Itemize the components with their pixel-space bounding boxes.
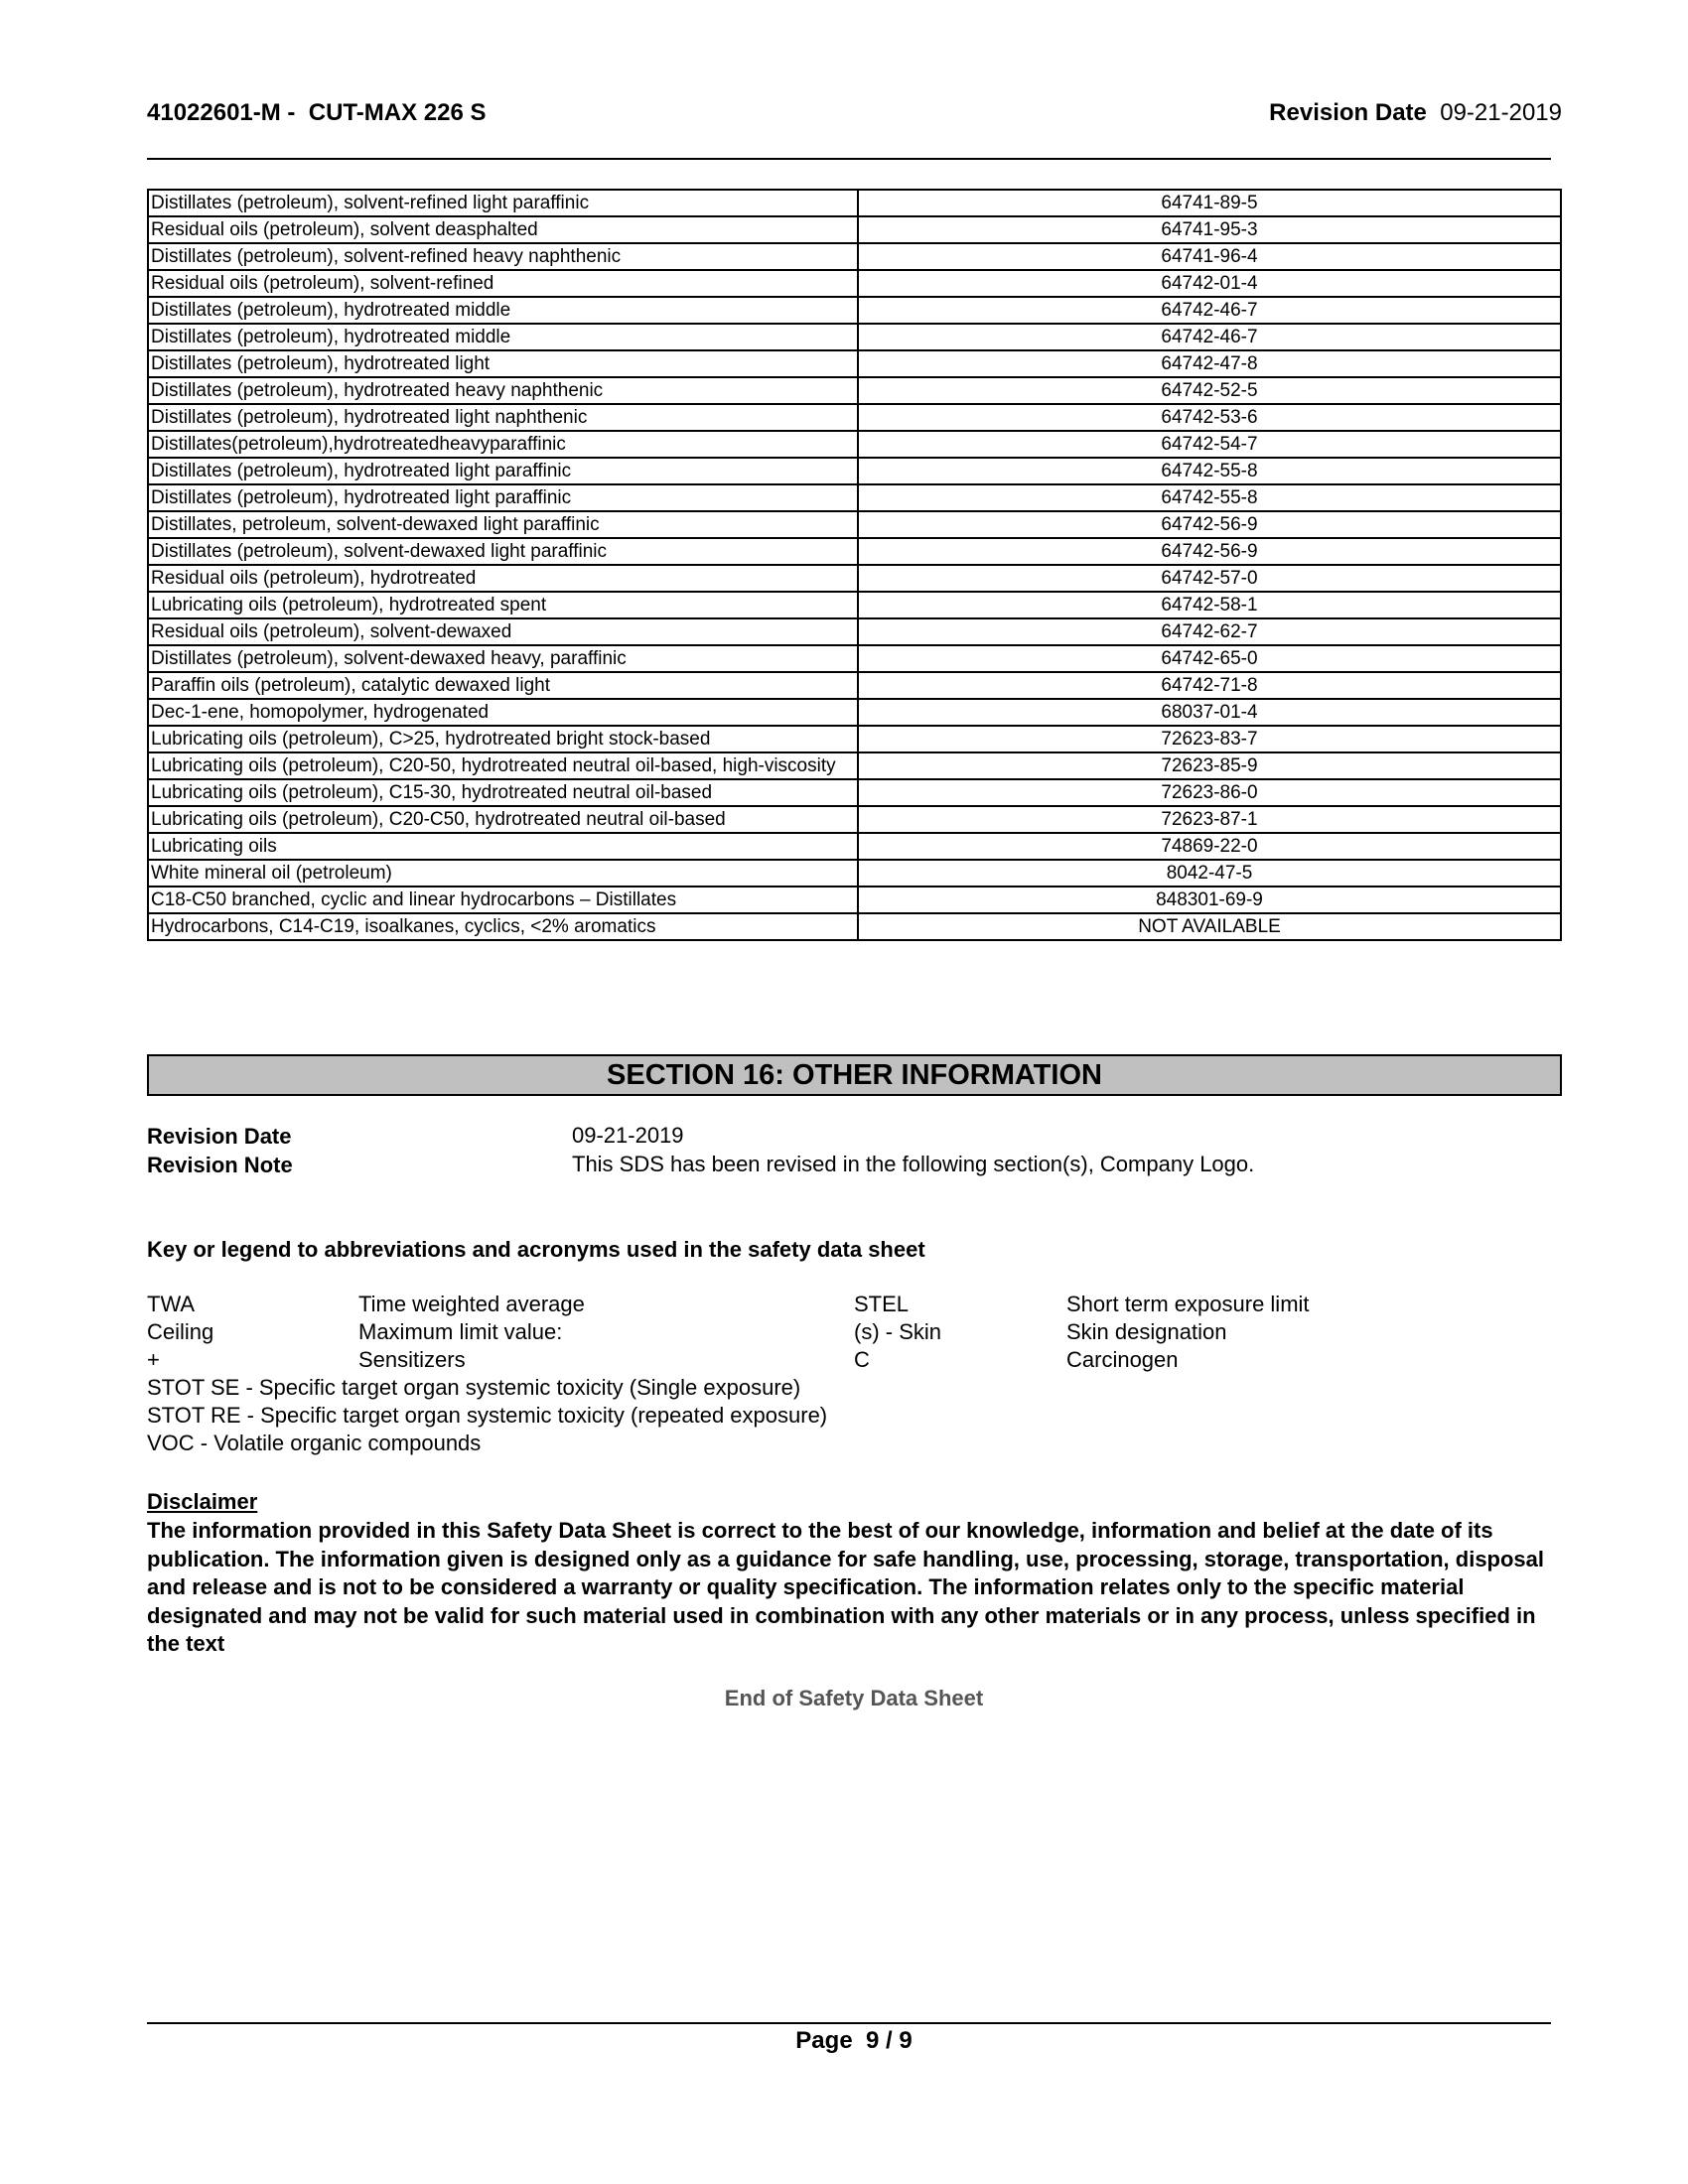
cas-number: 72623-87-1 — [858, 806, 1561, 833]
table-row — [148, 779, 1561, 806]
abbreviation-voc: VOC - Volatile organic compounds — [147, 1431, 482, 1455]
cas-number: 64742-56-9 — [858, 511, 1561, 538]
cas-number: 64741-96-4 — [858, 243, 1561, 270]
cas-number: 64742-52-5 — [858, 377, 1561, 404]
component-name: Distillates(petroleum),hydrotreatedheavyparaffinic — [148, 431, 858, 458]
abbreviation-definition: Short term exposure limit — [1066, 1292, 1310, 1316]
table-row — [148, 913, 1561, 940]
cas-number: 64742-53-6 — [858, 404, 1561, 431]
component-name: Residual oils (petroleum), solvent-refined — [148, 270, 858, 297]
cas-number: 64742-55-8 — [858, 484, 1561, 511]
abbreviation-row — [147, 1347, 1557, 1375]
cas-number: 64742-55-8 — [858, 458, 1561, 484]
component-name: Lubricating oils — [148, 833, 858, 860]
table-row — [148, 726, 1561, 752]
table-row — [148, 431, 1561, 458]
table-row — [148, 752, 1561, 779]
cas-number: 848301-69-9 — [858, 887, 1561, 913]
table-row — [148, 699, 1561, 726]
table-row — [148, 860, 1561, 887]
header-revision-label: Revision Date — [1269, 99, 1427, 126]
table-row — [148, 216, 1561, 243]
component-name: Distillates (petroleum), hydrotreated light paraffinic — [148, 458, 858, 484]
component-name: Residual oils (petroleum), solvent deasphalted — [148, 216, 858, 243]
table-row — [148, 618, 1561, 645]
table-row — [148, 190, 1561, 216]
abbreviation-stot-se: STOT SE - Specific target organ systemic toxicity (Single exposure) — [147, 1375, 801, 1400]
abbreviations-heading: Key or legend to abbreviations and acronyms used in the safety data sheet — [147, 1237, 925, 1262]
abbreviation: TWA — [147, 1292, 196, 1316]
table-row — [148, 672, 1561, 699]
component-name: White mineral oil (petroleum) — [148, 860, 858, 887]
abbreviation: Ceiling — [147, 1319, 214, 1344]
footer-divider — [147, 2022, 1551, 2024]
cas-number: 72623-86-0 — [858, 779, 1561, 806]
component-name: Distillates (petroleum), solvent-refined heavy naphthenic — [148, 243, 858, 270]
abbreviation-row — [147, 1292, 1557, 1319]
component-name: Lubricating oils (petroleum), C20-50, hydrotreated neutral oil-based, high-viscosity — [148, 752, 858, 779]
component-name: Distillates (petroleum), hydrotreated middle — [148, 297, 858, 324]
cas-number: 64742-65-0 — [858, 645, 1561, 672]
component-name: Distillates (petroleum), hydrotreated middle — [148, 324, 858, 350]
component-name: Distillates (petroleum), hydrotreated light paraffinic — [148, 484, 858, 511]
component-name: Distillates (petroleum), hydrotreated light naphthenic — [148, 404, 858, 431]
cas-number: 64742-56-9 — [858, 538, 1561, 565]
table-row — [148, 833, 1561, 860]
table-row — [148, 324, 1561, 350]
abbreviation-definition: Sensitizers — [358, 1347, 466, 1372]
end-of-document-label: End of Safety Data Sheet — [724, 1686, 984, 1710]
component-name: Hydrocarbons, C14-C19, isoalkanes, cyclics, <2% aromatics — [148, 913, 858, 940]
table-row — [148, 511, 1561, 538]
component-name: Distillates, petroleum, solvent-dewaxed light paraffinic — [148, 511, 858, 538]
page-number: Page 9 / 9 — [795, 2027, 913, 2054]
cas-number: 72623-85-9 — [858, 752, 1561, 779]
table-row — [148, 377, 1561, 404]
cas-table — [147, 189, 1562, 941]
abbreviation: + — [147, 1347, 160, 1372]
cas-number: NOT AVAILABLE — [858, 913, 1561, 940]
revision-date-label: Revision Date — [147, 1124, 292, 1149]
header-revision-date: 09-21-2019 — [1440, 99, 1562, 126]
cas-number: 72623-83-7 — [858, 726, 1561, 752]
table-row — [148, 243, 1561, 270]
document-id: 41022601-M - CUT-MAX 226 S — [147, 99, 487, 126]
header-revision — [1269, 99, 1562, 127]
cas-number: 64742-01-4 — [858, 270, 1561, 297]
cas-number: 64742-57-0 — [858, 565, 1561, 592]
component-name: Distillates (petroleum), solvent-dewaxed light paraffinic — [148, 538, 858, 565]
table-row — [148, 404, 1561, 431]
abbreviation: C — [854, 1347, 870, 1372]
component-name: Lubricating oils (petroleum), C15-30, hydrotreated neutral oil-based — [148, 779, 858, 806]
table-row — [148, 458, 1561, 484]
revision-note-label: Revision Note — [147, 1153, 293, 1177]
cas-number: 74869-22-0 — [858, 833, 1561, 860]
table-row — [148, 887, 1561, 913]
abbreviation-definition: Maximum limit value: — [358, 1319, 563, 1344]
cas-number: 64742-47-8 — [858, 350, 1561, 377]
component-name: Lubricating oils (petroleum), hydrotreated spent — [148, 592, 858, 618]
component-name: C18-C50 branched, cyclic and linear hydrocarbons – Distillates — [148, 887, 858, 913]
revision-date-value: 09-21-2019 — [572, 1123, 684, 1148]
disclaimer-text: The information provided in this Safety Data Sheet is correct to the best of our knowledge, information and belief at the date of its publication. The information given is designed only as a guidance for safe handling, use, processing, storage, transportation, disposal and release and is not to be considered a warranty or quality specification. The information relates only to the specific material designated and may not be valid for such material used in combination with any other materials or in any process, unless specified in the text — [147, 1518, 1545, 1656]
cas-number: 64742-54-7 — [858, 431, 1561, 458]
cas-number: 64742-62-7 — [858, 618, 1561, 645]
table-row — [148, 592, 1561, 618]
table-row — [148, 270, 1561, 297]
abbreviation: (s) - Skin — [854, 1319, 941, 1344]
component-name: Lubricating oils (petroleum), C20-C50, hydrotreated neutral oil-based — [148, 806, 858, 833]
component-name: Distillates (petroleum), solvent-dewaxed heavy, paraffinic — [148, 645, 858, 672]
abbreviation-stot-re: STOT RE - Specific target organ systemic toxicity (repeated exposure) — [147, 1403, 828, 1428]
component-name: Distillates (petroleum), hydrotreated heavy naphthenic — [148, 377, 858, 404]
abbreviation-row — [147, 1319, 1557, 1347]
abbreviation: STEL — [854, 1292, 910, 1316]
table-row — [148, 538, 1561, 565]
cas-number: 64742-46-7 — [858, 297, 1561, 324]
cas-number: 64741-89-5 — [858, 190, 1561, 216]
cas-number: 64742-46-7 — [858, 324, 1561, 350]
abbreviation-definition: Time weighted average — [358, 1292, 585, 1316]
component-name: Lubricating oils (petroleum), C>25, hydrotreated bright stock-based — [148, 726, 858, 752]
cas-number: 8042-47-5 — [858, 860, 1561, 887]
component-name: Distillates (petroleum), solvent-refined light paraffinic — [148, 190, 858, 216]
cas-number: 64742-58-1 — [858, 592, 1561, 618]
component-name: Distillates (petroleum), hydrotreated light — [148, 350, 858, 377]
table-row — [148, 645, 1561, 672]
abbreviation-definition: Carcinogen — [1066, 1347, 1179, 1372]
table-row — [148, 484, 1561, 511]
revision-note-value: This SDS has been revised in the following section(s), Company Logo. — [572, 1152, 1255, 1176]
component-name: Paraffin oils (petroleum), catalytic dewaxed light — [148, 672, 858, 699]
table-row — [148, 806, 1561, 833]
abbreviation-definition: Skin designation — [1066, 1319, 1227, 1344]
cas-number: 64741-95-3 — [858, 216, 1561, 243]
header-divider — [147, 158, 1551, 160]
table-row — [148, 297, 1561, 324]
cas-number: 64742-71-8 — [858, 672, 1561, 699]
cas-number: 68037-01-4 — [858, 699, 1561, 726]
section-16-heading: SECTION 16: OTHER INFORMATION — [147, 1054, 1562, 1096]
table-row — [148, 565, 1561, 592]
disclaimer-heading: Disclaimer — [147, 1489, 258, 1514]
table-row — [148, 350, 1561, 377]
component-name: Dec-1-ene, homopolymer, hydrogenated — [148, 699, 858, 726]
component-name: Residual oils (petroleum), solvent-dewaxed — [148, 618, 858, 645]
component-name: Residual oils (petroleum), hydrotreated — [148, 565, 858, 592]
